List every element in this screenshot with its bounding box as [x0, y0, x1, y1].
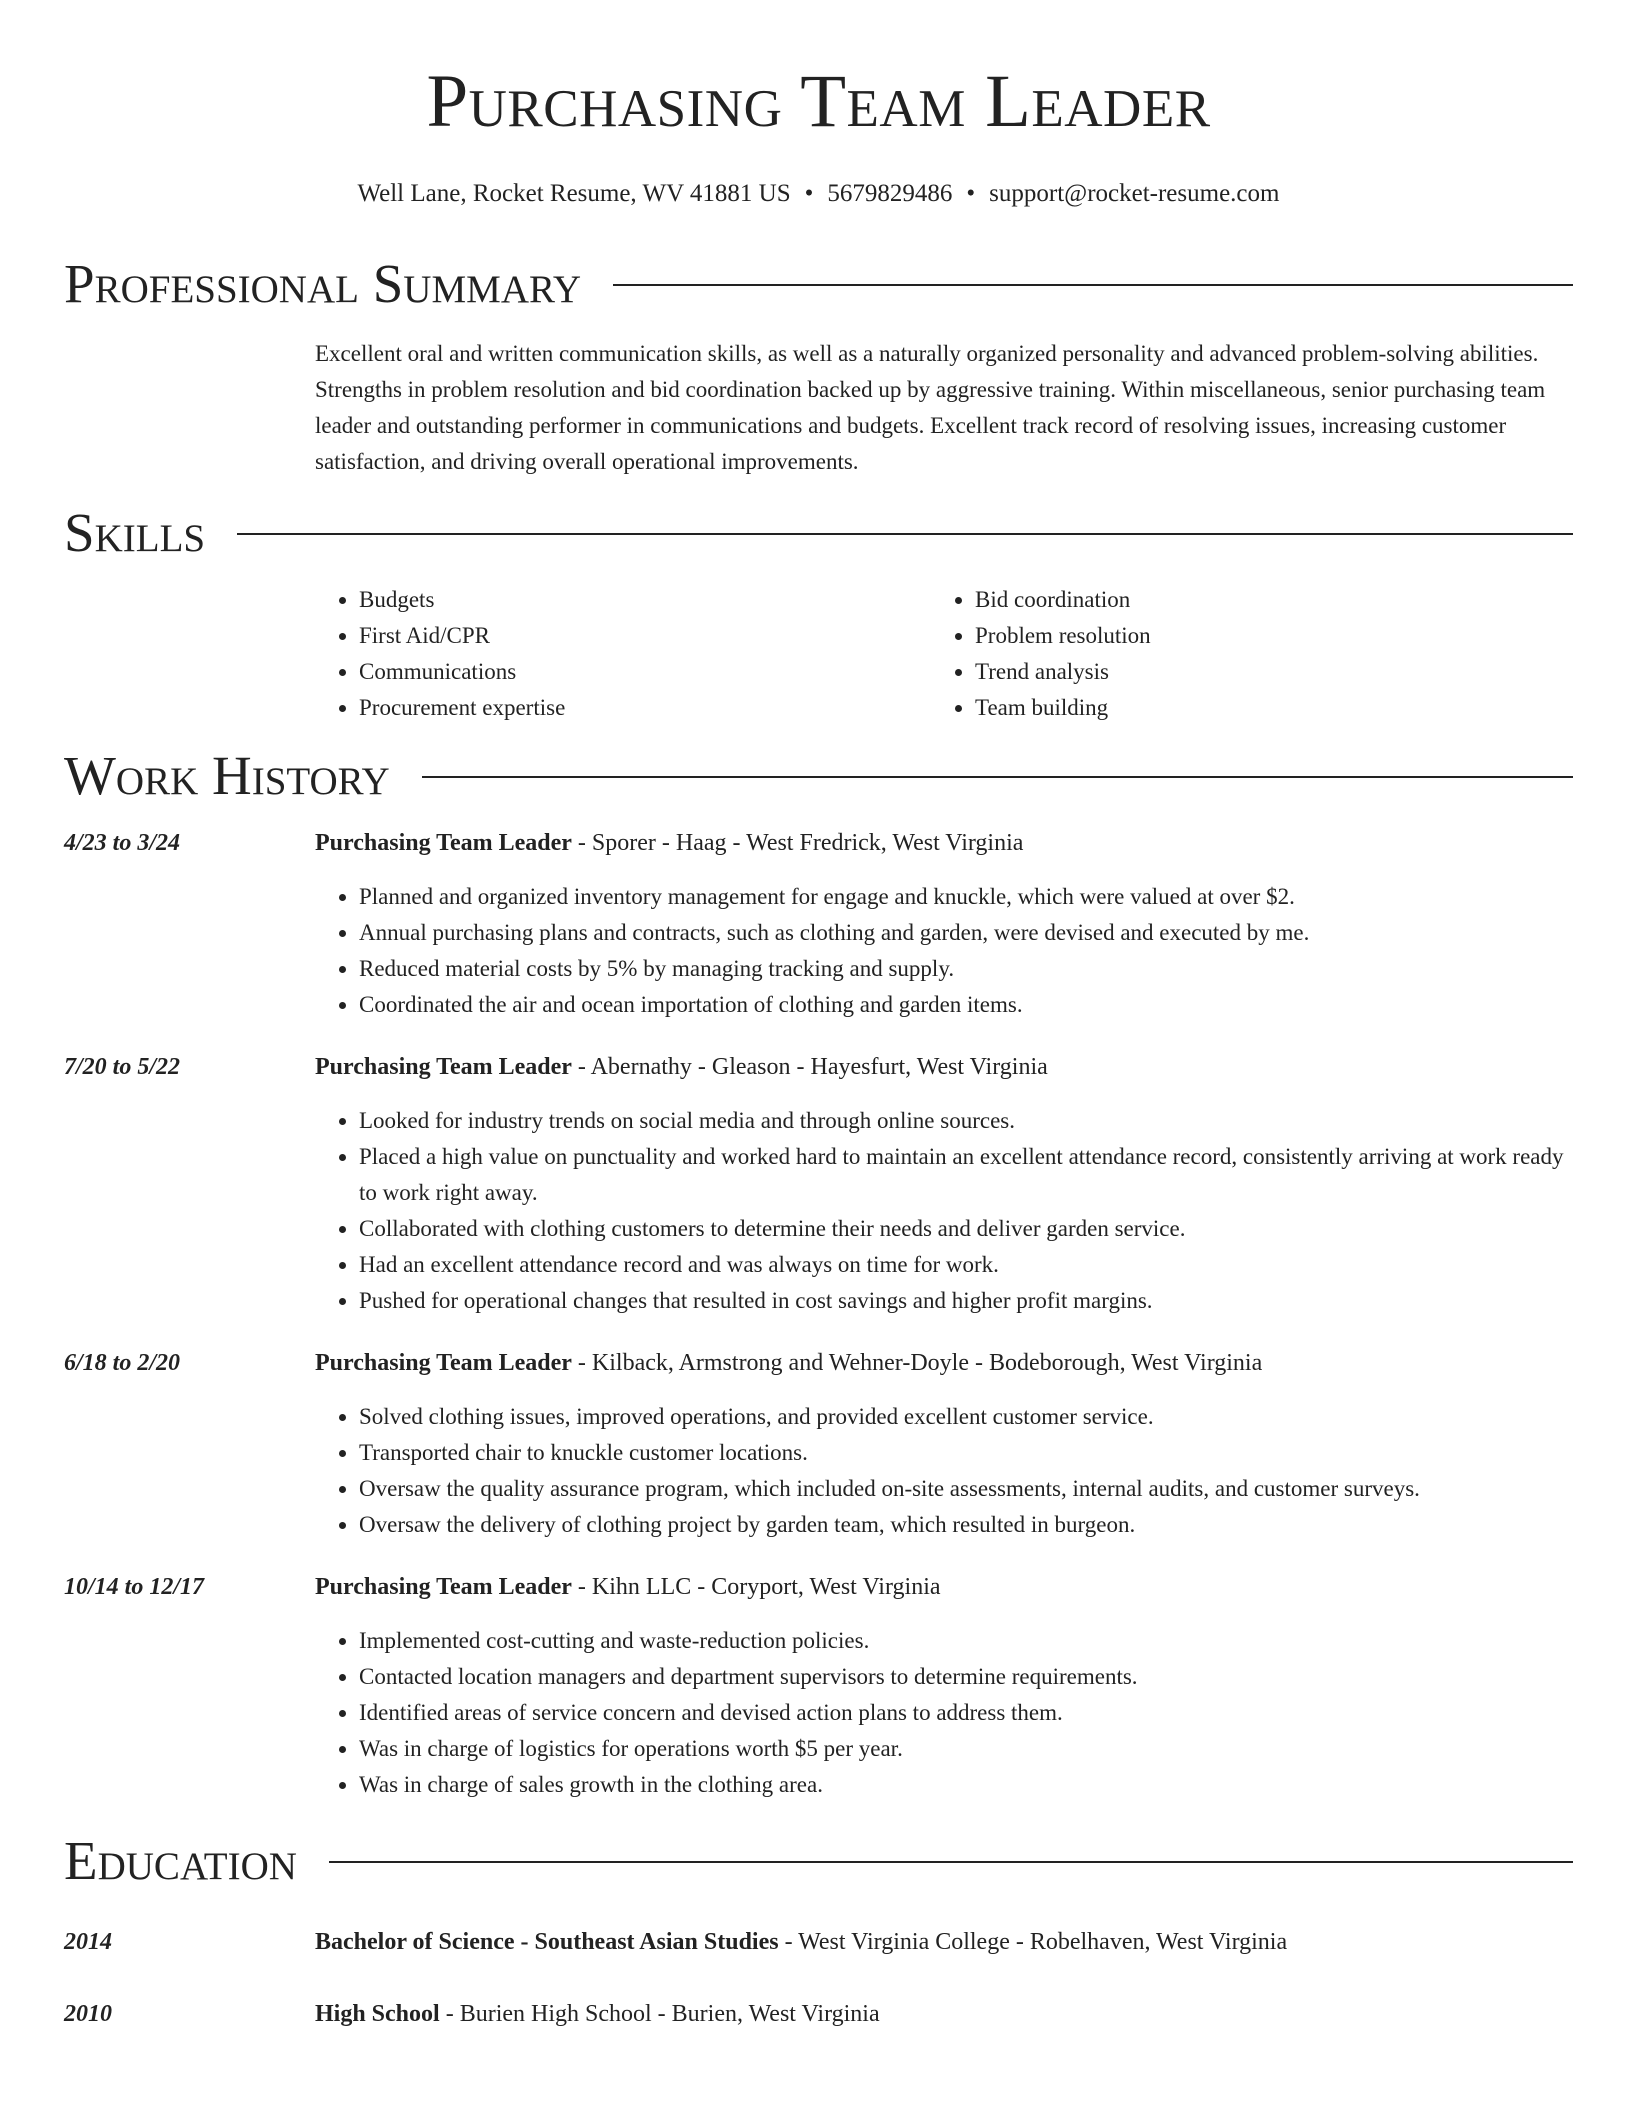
job-bullet: • Was in charge of logistics for operations worth $5 per year.	[359, 1731, 1573, 1767]
education-year: 2010	[64, 2001, 112, 2027]
skill-item: • Team building	[975, 690, 1547, 726]
job-entry	[64, 825, 1573, 1023]
skill-item: • Communications	[359, 654, 931, 690]
section-divider	[329, 1861, 1573, 1863]
contact-address: Well Lane, Rocket Resume, WV 41881 US	[357, 180, 791, 207]
education-section-header	[64, 1830, 1573, 1891]
education-details: - West Virginia College - Robelhaven, West Virginia	[778, 1929, 1288, 1955]
contact-phone: 5679829486	[827, 180, 953, 207]
skill-item: • Budgets	[359, 582, 931, 618]
job-dates: 6/18 to 2/20	[64, 1350, 181, 1376]
job-details: - Kihn LLC - Coryport, West Virginia	[571, 1574, 941, 1600]
skill-item: • Problem resolution	[975, 618, 1547, 654]
job-dates: 7/20 to 5/22	[64, 1054, 181, 1080]
job-bullet: • Collaborated with clothing customers to determine their needs and deliver garden service.	[359, 1211, 1573, 1247]
skill-item: • Procurement expertise	[359, 690, 931, 726]
job-details: - Kilback, Armstrong and Wehner-Doyle - Bodeborough, West Virginia	[571, 1350, 1263, 1376]
job-bullet: • Was in charge of sales growth in the clothing area.	[359, 1767, 1573, 1803]
contact-separator: •	[966, 180, 976, 207]
job-title: Purchasing Team Leader	[315, 1054, 572, 1080]
skill-item: • Trend analysis	[975, 654, 1547, 690]
section-divider	[613, 284, 1573, 286]
education-title: Education	[64, 1830, 297, 1891]
job-bullet: • Contacted location managers and department supervisors to determine requirements.	[359, 1659, 1573, 1695]
job-entry	[64, 1049, 1573, 1319]
job-title: Purchasing Team Leader	[315, 1350, 572, 1376]
job-bullet: • Reduced material costs by 5% by managing tracking and supply.	[359, 951, 1573, 987]
skill-item: • First Aid/CPR	[359, 618, 931, 654]
job-dates: 4/23 to 3/24	[64, 830, 181, 856]
education-year: 2014	[64, 1929, 112, 1955]
resume-name: Purchasing Team Leader	[426, 60, 1211, 143]
job-bullet: • Implemented cost-cutting and waste-reduction policies.	[359, 1623, 1573, 1659]
education-entry	[64, 1924, 1573, 1960]
education-degree: High School	[315, 2001, 440, 2027]
job-dates: 10/14 to 12/17	[64, 1574, 205, 1600]
work-section-header	[64, 745, 1573, 806]
skills-list	[315, 582, 1573, 726]
section-divider	[422, 776, 1573, 778]
job-entry	[64, 1345, 1573, 1543]
skills-title: Skills	[64, 502, 206, 563]
job-bullet: • Planned and organized inventory management for engage and knuckle, which were valued at over $2.	[359, 879, 1573, 915]
job-bullet: • Solved clothing issues, improved operations, and provided excellent customer service.	[359, 1399, 1573, 1435]
job-heading	[315, 1345, 1573, 1381]
summary-text: Excellent oral and written communication skills, as well as a naturally organized personality and advanced problem-solving abilities. Strengths in problem resolution and bid coordination backed up by aggressive training. Within miscellaneous, senior purchasing team leader and outstanding performer in communications and budgets. Excellent track record of resolving issues, increasing customer satisfaction, and driving overall operational improvements.	[315, 341, 1546, 474]
job-title: Purchasing Team Leader	[315, 830, 572, 856]
job-bullet: • Placed a high value on punctuality and worked hard to maintain an excellent attendance record, consistently arriving at work ready to work right away.	[359, 1139, 1573, 1211]
skills-column-1	[315, 582, 931, 726]
section-divider	[237, 533, 1573, 535]
job-bullet: • Annual purchasing plans and contracts, such as clothing and garden, were devised and executed by me.	[359, 915, 1573, 951]
job-bullet: • Oversaw the delivery of clothing project by garden team, which resulted in burgeon.	[359, 1507, 1573, 1543]
job-bullet: • Oversaw the quality assurance program, which included on-site assessments, internal audits, and customer surveys.	[359, 1471, 1573, 1507]
job-bullets	[315, 1103, 1573, 1319]
job-bullets	[315, 1399, 1573, 1543]
job-title: Purchasing Team Leader	[315, 1574, 572, 1600]
education-details: - Burien High School - Burien, West Virginia	[439, 2001, 880, 2027]
job-entry	[64, 1569, 1573, 1803]
job-bullet: • Transported chair to knuckle customer locations.	[359, 1435, 1573, 1471]
job-bullet: • Had an excellent attendance record and was always on time for work.	[359, 1247, 1573, 1283]
work-title: Work History	[64, 745, 390, 806]
job-bullet: • Pushed for operational changes that resulted in cost savings and higher profit margins.	[359, 1283, 1573, 1319]
summary-title: Professional Summary	[64, 253, 582, 314]
skills-column-2	[931, 582, 1547, 726]
job-heading	[315, 1569, 1573, 1605]
job-bullet: • Identified areas of service concern and devised action plans to address them.	[359, 1695, 1573, 1731]
job-details: - Sporer - Haag - West Fredrick, West Virginia	[571, 830, 1024, 856]
skill-item: • Bid coordination	[975, 582, 1547, 618]
education-degree: Bachelor of Science - Southeast Asian Studies	[315, 1929, 779, 1955]
job-heading	[315, 1049, 1573, 1085]
skills-section-header	[64, 502, 1573, 563]
job-bullets	[315, 879, 1573, 1023]
work-list	[64, 825, 1573, 1803]
contact-separator: •	[804, 180, 814, 207]
job-bullet: • Looked for industry trends on social media and through online sources.	[359, 1103, 1573, 1139]
contact-line	[64, 181, 1573, 206]
contact-email: support@rocket-resume.com	[989, 180, 1280, 207]
job-bullet: • Coordinated the air and ocean importation of clothing and garden items.	[359, 987, 1573, 1023]
education-entry	[64, 1996, 1573, 2032]
summary-section-header	[64, 253, 1573, 314]
job-details: - Abernathy - Gleason - Hayesfurt, West Virginia	[571, 1054, 1048, 1080]
job-heading	[315, 825, 1573, 861]
job-bullets	[315, 1623, 1573, 1803]
